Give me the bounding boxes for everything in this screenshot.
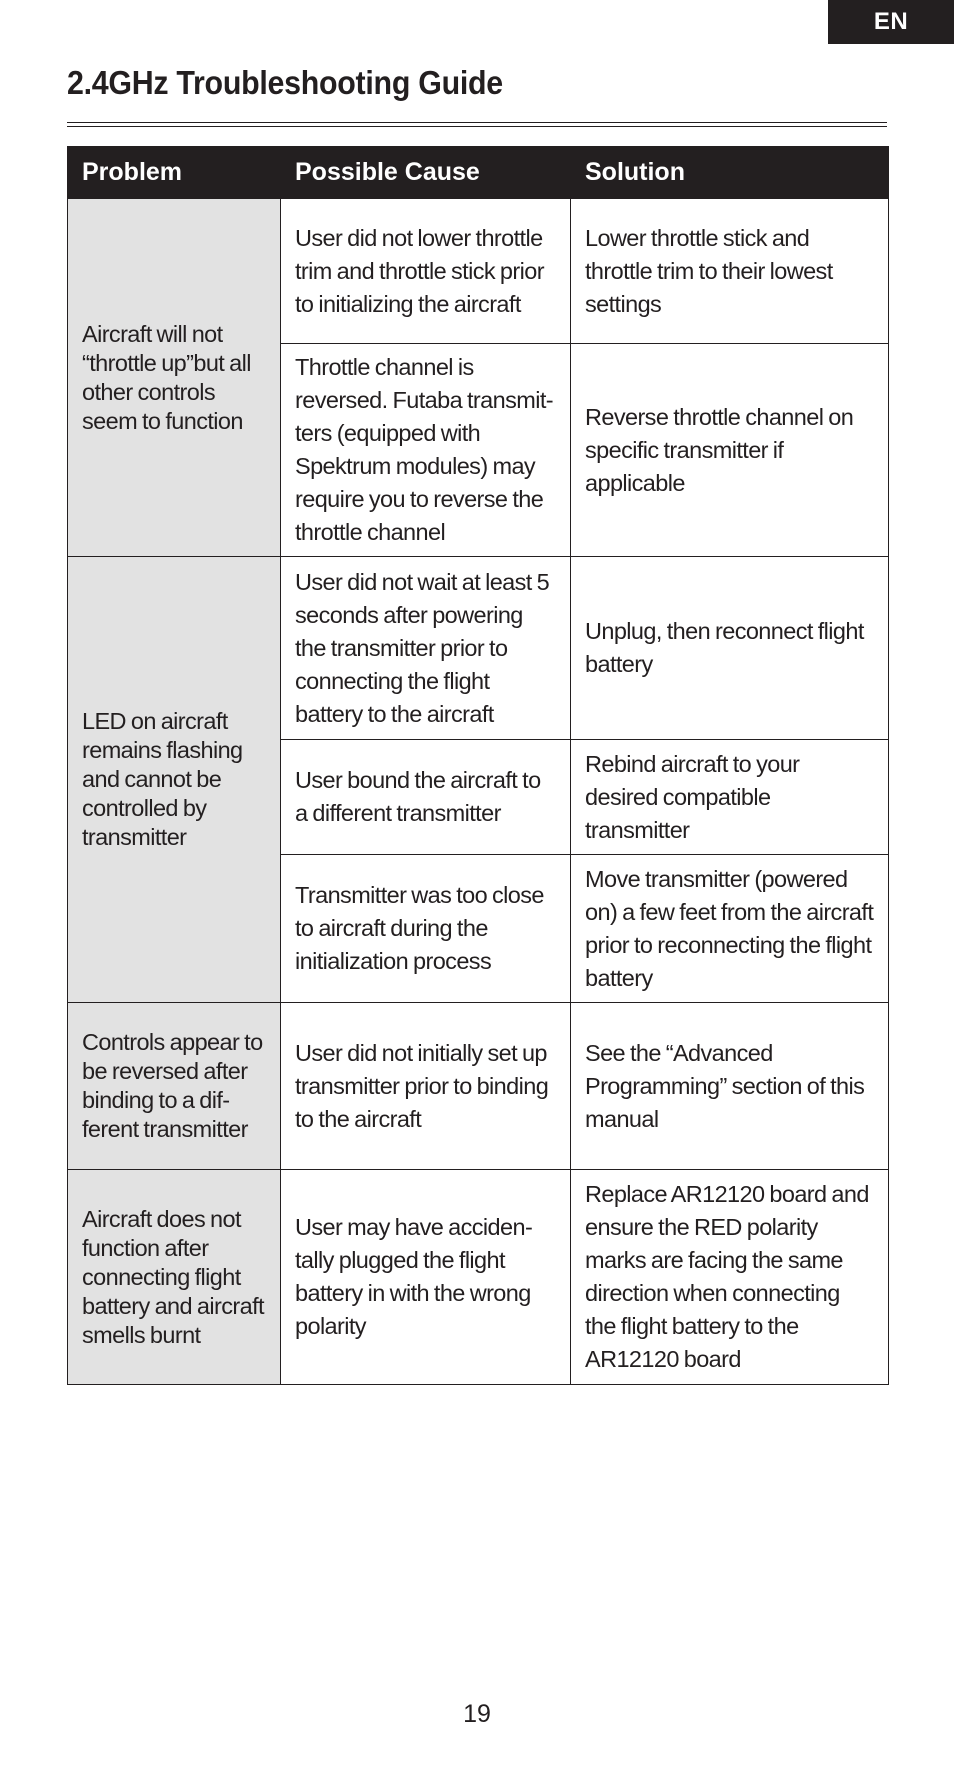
- solution-cell: Reverse throttle channel on specific transmitter if applicable: [571, 344, 889, 557]
- cause-cell: Transmitter was too close to aircraft during the initialization process: [281, 855, 571, 1003]
- problem-cell: Aircraft does not function after connecting flight battery and aircraft smells burnt: [68, 1170, 281, 1385]
- cause-cell: Throttle channel is reversed. Futaba transmit-ters (equipped with Spektrum modules) may require you to reverse the throttle channel: [281, 344, 571, 557]
- troubleshooting-table: [67, 146, 889, 1385]
- title-divider: [67, 122, 887, 127]
- language-tab: EN: [828, 0, 954, 44]
- table-row: [68, 1003, 889, 1170]
- header-solution: Solution: [571, 147, 889, 199]
- table-row: [68, 199, 889, 344]
- solution-cell: Unplug, then reconnect flight battery: [571, 557, 889, 740]
- cause-cell: User did not wait at least 5 seconds after powering the transmitter prior to connecting the flight battery to the aircraft: [281, 557, 571, 740]
- page-title: 2.4GHz Troubleshooting Guide: [67, 64, 503, 101]
- header-possible-cause: Possible Cause: [281, 147, 571, 199]
- page-number: 19: [463, 1700, 491, 1728]
- table-row: [68, 1170, 889, 1385]
- solution-cell: Rebind aircraft to your desired compatible transmitter: [571, 740, 889, 855]
- cause-cell: User did not initially set up transmitter prior to binding to the aircraft: [281, 1003, 571, 1170]
- cause-cell: User bound the aircraft to a different transmitter: [281, 740, 571, 855]
- problem-cell: LED on aircraft remains flashing and cannot be controlled by transmitter: [68, 557, 281, 1003]
- cause-cell: User may have acciden-tally plugged the flight battery in with the wrong polarity: [281, 1170, 571, 1385]
- solution-cell: Move transmitter (powered on) a few feet from the aircraft prior to reconnecting the flight battery: [571, 855, 889, 1003]
- solution-cell: Replace AR12120 board and ensure the RED polarity marks are facing the same direction when connecting the flight battery to the AR12120 board: [571, 1170, 889, 1385]
- table-row: [68, 557, 889, 740]
- problem-cell: Controls appear to be reversed after binding to a dif-ferent transmitter: [68, 1003, 281, 1170]
- header-problem: Problem: [68, 147, 281, 199]
- problem-cell: Aircraft will not “throttle up”but all other controls seem to function: [68, 199, 281, 557]
- table-header-row: [68, 147, 889, 199]
- cause-cell: User did not lower throttle trim and throttle stick prior to initializing the aircraft: [281, 199, 571, 344]
- solution-cell: See the “Advanced Programming” section of this manual: [571, 1003, 889, 1170]
- solution-cell: Lower throttle stick and throttle trim to their lowest settings: [571, 199, 889, 344]
